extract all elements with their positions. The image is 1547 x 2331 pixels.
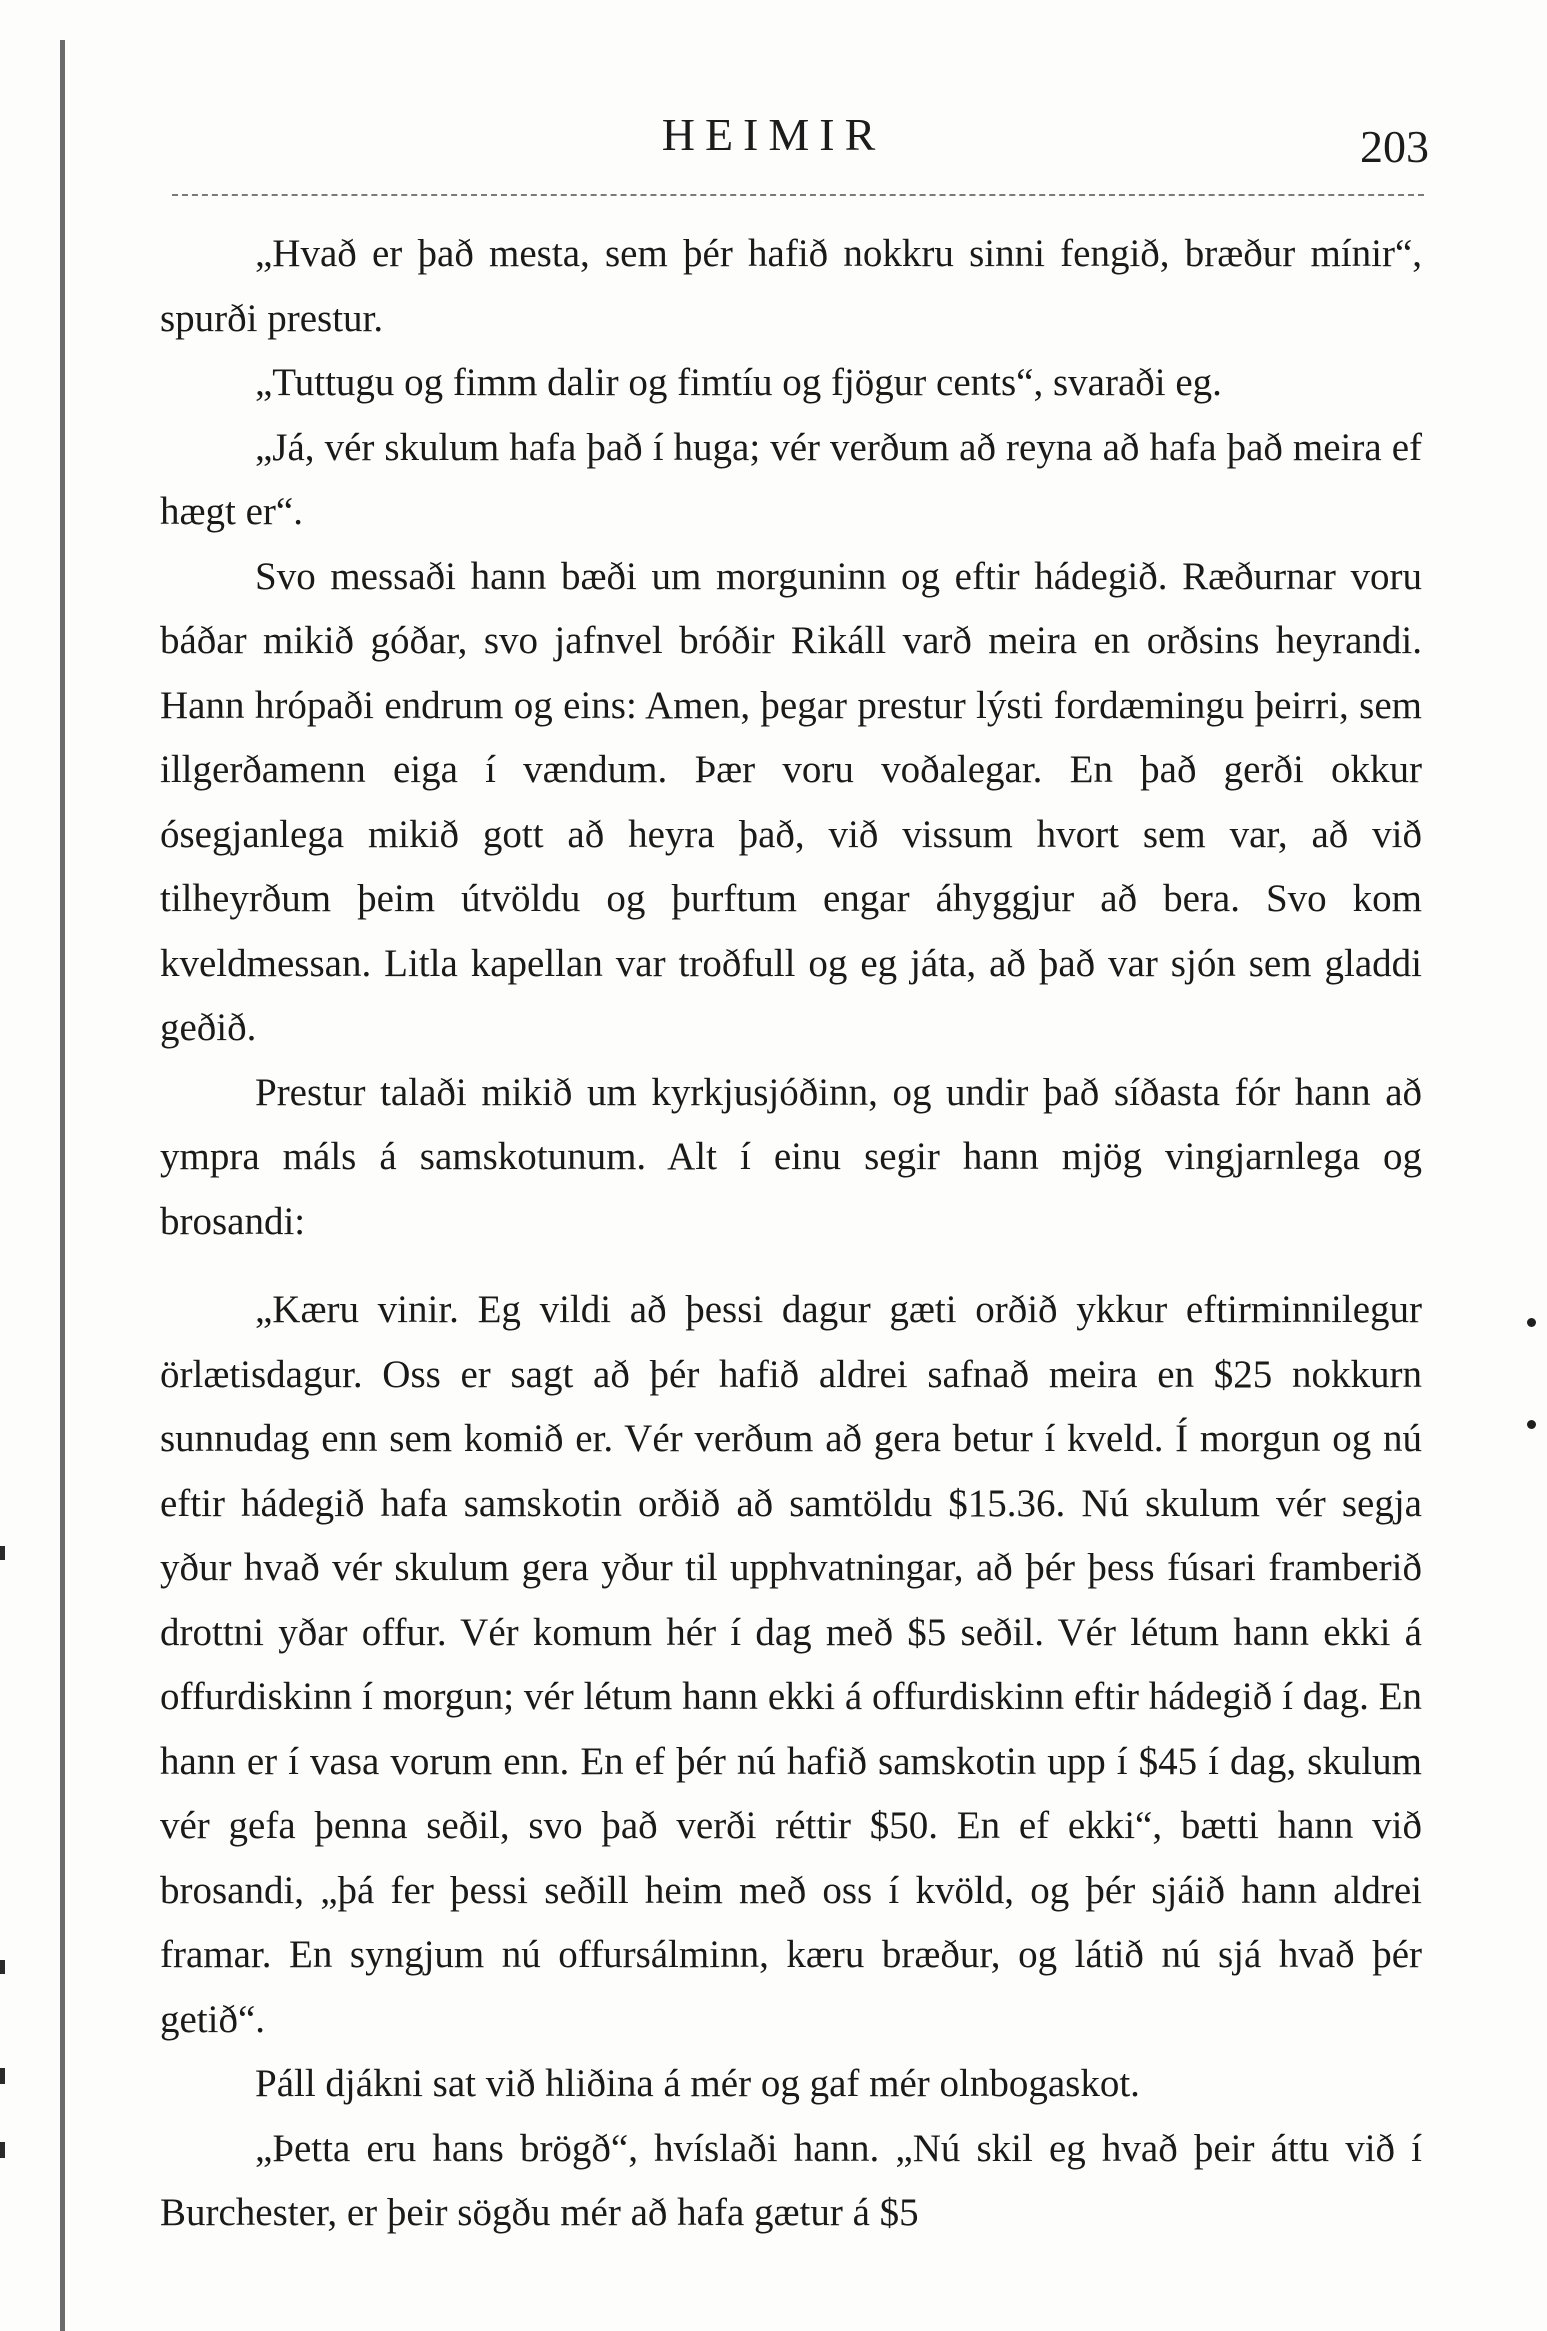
paragraph-answer: „Tuttugu og fimm dalir og fimtíu og fjögur cents“, svaraði eg. <box>255 361 1222 404</box>
paragraph-deacon: Páll djákni sat við hliðina á mér og gaf mér olnbogaskot. <box>255 2062 1140 2105</box>
paragraph-whisper: „Þetta eru hans brögð“, hvíslaði hann. „Nú skil eg hvað þeir áttu við í Burchester, er þeir sögðu mér að hafa gætur á $5 <box>160 2126 1422 2234</box>
body-text <box>160 222 1422 2246</box>
paragraph-church-fund: Prestur talaði mikið um kyrkjusjóðinn, og undir það síðasta fór hann að ympra máls á samskotunum. Alt í einu segir hann mjög vingjarnlega og brosandi: <box>160 1070 1422 1243</box>
margin-speck <box>0 1960 5 1974</box>
page-number: 203 <box>1360 121 1429 172</box>
margin-speck <box>1527 1318 1536 1327</box>
margin-speck <box>0 1546 5 1560</box>
header-divider <box>172 194 1424 196</box>
paragraph-speech: „Kæru vinir. Eg vildi að þessi dagur gæti orðið ykkur eftirminnilegur örlætisdagur. Oss er sagt að þér hafið aldrei safnað meira en $25 nokkurn sunnudag enn sem komið er. Vér verðum að gera betur í kveld. Í morgun og nú eftir hádegið hafa samskotin orðið að samtöldu $15.36. Nú skulum vér segja yður hvað vér skulum gera yður til upphvatningar, að þér þess fúsari framberið drottni yðar offur. Vér komum hér í dag með $5 seðil. Vér létum hann ekki á offurdiskinn í morgun; vér létum hann ekki á offurdiskinn eftir hádegið í dag. En hann er í vasa vorum enn. En ef þér nú hafið samskotin upp í $45 í dag, skulum vér gefa þenna seðil, svo það verði réttir $50. En ef ekki“, bætti hann við brosandi, „þá fer þessi seðill heim með oss í kvöld, og þér sjáið hann aldrei framar. En syngjum nú offursálminn, kæru bræður, og látið nú sjá hvað þér getið“. <box>160 1288 1422 2041</box>
paragraph-question: „Hvað er það mesta, sem þér hafið nokkru sinni fengið, bræður mínir“, spurði prestur. <box>160 232 1422 340</box>
margin-speck <box>0 2068 5 2084</box>
page-binding-edge <box>60 40 65 2331</box>
paragraph-reply: „Já, vér skulum hafa það í huga; vér verðum að reyna að hafa það meira ef hægt er“. <box>160 425 1422 533</box>
margin-speck <box>1527 1420 1536 1429</box>
margin-speck <box>0 2142 5 2158</box>
paragraph-sermons: Svo messaði hann bæði um morguninn og eftir hádegið. Ræðurnar voru báðar mikið góðar, svo jafnvel bróðir Rikáll varð meira en orðsins heyrandi. Hann hrópaði endrum og eins: Amen, þegar prestur lýsti fordæmingu þeirri, sem illgerðamenn eiga í vændum. Þær voru voðalegar. En það gerði okkur ósegjanlega mikið gott að heyra það, við vissum hvort sem var, að við tilheyrðum þeim útvöldu og þurftum engar áhyggjur að bera. Svo kom kveldmessan. Litla kapellan var troðfull og eg játa, að það var sjón sem gladdi geðið. <box>160 554 1422 1049</box>
running-header-title: HEIMIR <box>661 109 886 160</box>
